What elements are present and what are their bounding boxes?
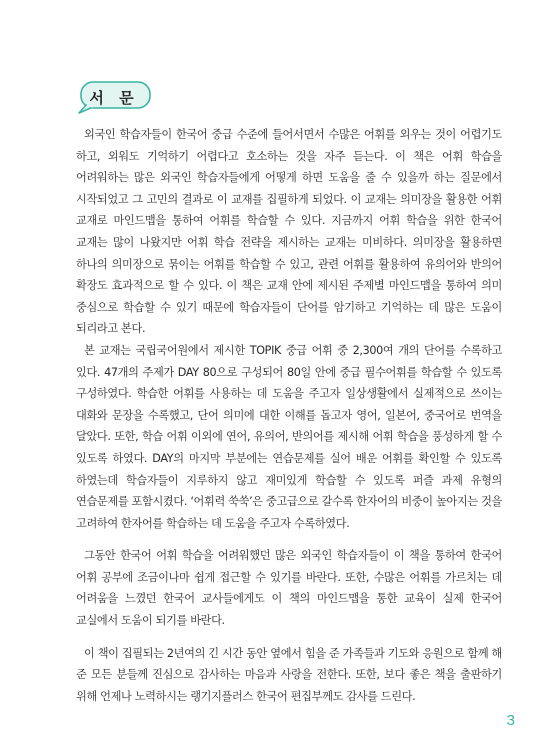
page-number: 3 (506, 712, 515, 729)
section-title: 서 문 (89, 89, 139, 107)
paragraph: 이 책이 집필되는 2년여의 긴 시간 동안 옆에서 힘을 준 가족들과 기도와 응원으로 함께 해 준 모든 분들께 진심으로 감사하는 마음과 사랑을 전한다. 또한, 보다 좋은 책을 출판하기 위해 언제나 노력하시는 랭기지플러스 한국어 편집부께도 감사를 드린다. (76, 646, 502, 703)
section-title-badge (76, 80, 152, 114)
paragraph: 본 교재는 국립국어원에서 제시한 TOPIK 중급 어휘 중 2,300여 개의 단어를 수록하고 있다. 47개의 주제가 DAY 80으로 구성되어 80일 안에 중급 필수어휘를 학습할 수 있도록 구성하였다. 학습한 어휘를 사용하는 데 도움을 주고자 일상생활에서 실제적으로 쓰이는 대화와 문장을 수록했고, 단어 의미에 대한 이해를 돕고자 영어, 일본어, 중국어로 번역을 달았다. 또한, 학습 어휘 이외에 연어, 유의어, 반의어를 제시해 어휘 학습을 풍성하게 할 수 있도록 하였다. DAY의 마지막 부분에는 연습문제를 실어 배운 어휘를 확인할 수 있도록 하였는데 학습자들이 지루하지 않고 재미있게 학습할 수 있도록 퍼즐 과제 유형의 연습문제를 포함시켰다. ‘어휘력 쑥쑥’은 중고급으로 갈수록 한자어의 비중이 높아지는 것을 고려하여 한자어를 학습하는 데 도움을 주고자 수록하였다. (76, 343, 502, 530)
preface-body (76, 124, 502, 707)
paragraph: 그동안 한국어 어휘 학습을 어려워했던 많은 외국인 학습자들이 이 책을 통하여 한국어 어휘 공부에 조금이나마 쉽게 접근할 수 있기를 바란다. 또한, 수많은 어휘를 가르치는 데 어려움을 느꼈던 한국어 교사들에게도 이 책의 마인드맵을 통한 교육이 실제 한국어 교실에서 도움이 되기를 바란다. (76, 549, 502, 628)
paragraph: 외국인 학습자들이 한국어 중급 수준에 들어서면서 수많은 어휘를 외우는 것이 어렵기도 하고, 외워도 기억하기 어렵다고 호소하는 것을 자주 듣는다. 이 책은 어휘 학습을 어려워하는 많은 외국인 학습자들에게 어떻게 하면 도움을 줄 수 있을까 하는 질문에서 시작되었고 그 고민의 결과로 이 교재를 집필하게 되었다. 이 교재는 의미장을 활용한 어휘 교재로 마인드맵을 통하여 어휘를 학습할 수 있다. 지금까지 어휘 학습을 위한 한국어 교재는 많이 나왔지만 어휘 학습 전략을 제시하는 교재는 미비하다. 의미장을 활용하면 하나의 의미장으로 묶이는 어휘를 학습할 수 있고, 관련 어휘를 활용하여 유의어와 반의어 확장도 효과적으로 할 수 있다. 이 책은 교재 안에 제시된 주제별 마인드맵을 통하여 의미 중심으로 학습할 수 있기 때문에 학습자들이 단어를 암기하고 기억하는 데 많은 도움이 되리라고 본다. (76, 128, 502, 336)
